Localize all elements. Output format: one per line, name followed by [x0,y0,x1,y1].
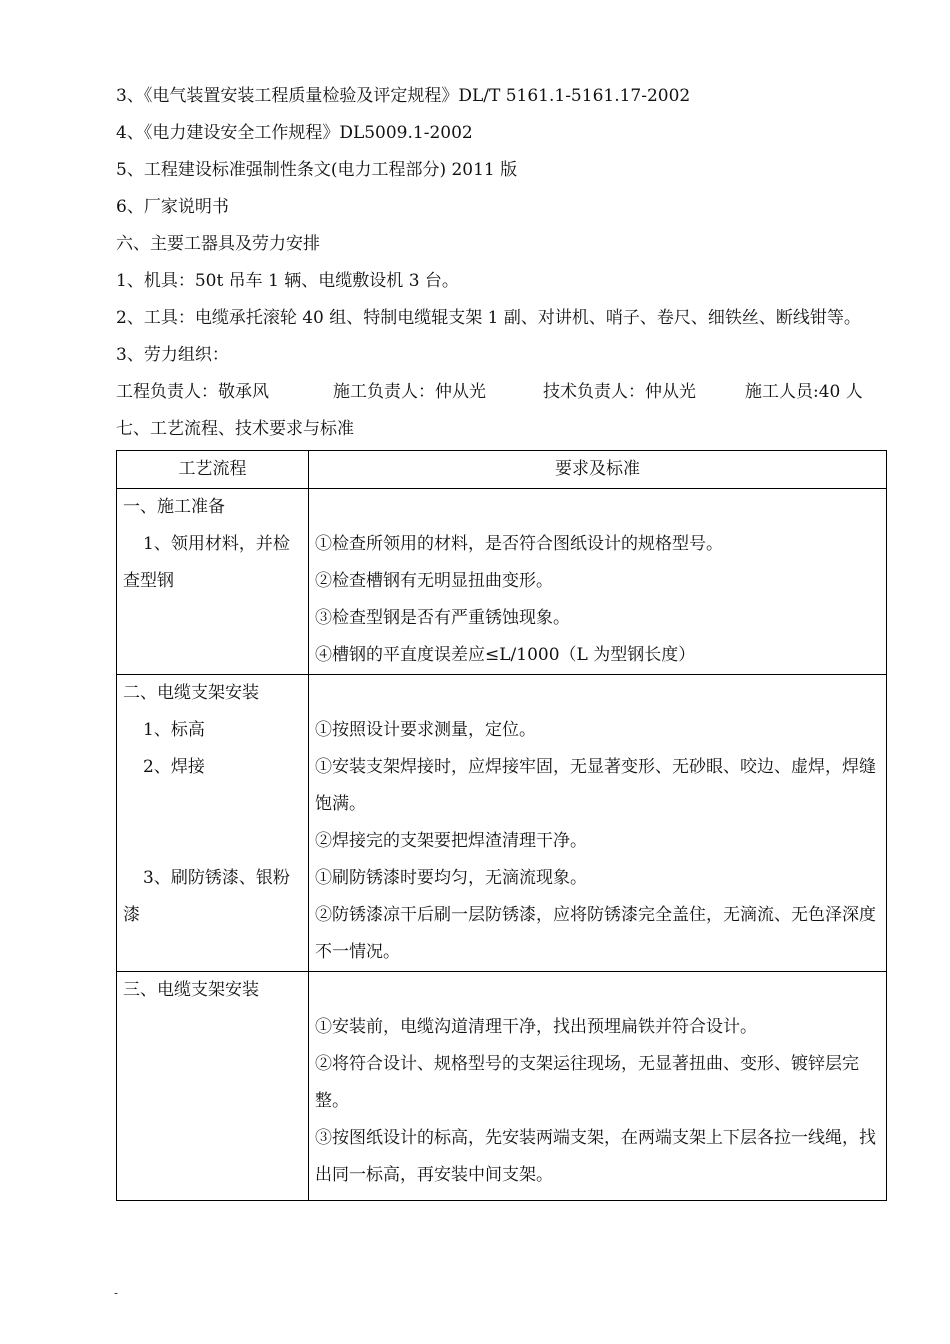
machines-line: 1、机具：50t 吊车 1 辆、电缆敷设机 3 台。 [116,271,459,291]
requirement-item: ①刷防锈漆时要均匀，无滴流现象。 [315,868,587,888]
header-process: 工艺流程 [117,451,309,489]
section-6-title: 六、主要工器具及劳力安排 [116,234,320,254]
section-7-title: 七、工艺流程、技术要求与标准 [116,419,354,439]
group-title: 三、电缆支架安装 [123,980,259,1000]
staff-technical-lead: 技术负责人：仲从光 [543,382,696,402]
requirement-item: ②将符合设计、规格型号的支架运往现场，无显著扭曲、变形、镀锌层完整。 [315,1054,859,1111]
tools-paragraph: 2、工具：电缆承托滚轮 40 组、特制电缆辊支架 1 副、对讲机、哨子、卷尺、细铁丝、断线钳等。 [116,308,861,328]
step-label: 3、刷防锈漆、银粉 [143,868,290,888]
requirement-item: ①安装前，电缆沟道清理干净，找出预埋扁铁并符合设计。 [315,1017,757,1037]
table-row [117,675,887,972]
requirements-cell [309,675,887,972]
table-row [117,972,887,1201]
requirement-item: ②焊接完的支架要把焊渣清理干净。 [315,831,587,851]
group-title: 二、电缆支架安装 [123,683,259,703]
header-requirements: 要求及标准 [309,451,887,489]
process-cell [117,675,309,972]
requirement-item: ③检查型钢是否有严重锈蚀现象。 [315,608,570,628]
page-footer-mark: - [114,1286,119,1300]
requirement-item: ②检查槽钢有无明显扭曲变形。 [315,571,553,591]
requirement-item: ①安装支架焊接时，应焊接牢固，无显著变形、无砂眼、咬边、虚焊，焊缝饱满。 [315,757,876,814]
requirements-cell [309,972,887,1201]
requirement-item: ②防锈漆凉干后刷一层防锈漆，应将防锈漆完全盖住，无滴流、无色泽深度不一情况。 [315,905,876,962]
requirement-item: ④槽钢的平直度误差应≤L/1000（L 为型钢长度） [315,645,696,665]
staff-workers: 施工人员:40 人 [745,382,863,402]
reference-5: 5、工程建设标准强制性条文(电力工程部分) 2011 版 [116,160,518,180]
reference-4: 4、《电力建设安全工作规程》DL5009.1-2002 [116,123,473,143]
requirement-item: ①检查所领用的材料，是否符合图纸设计的规格型号。 [315,534,723,554]
staff-project-lead: 工程负责人：敬承风 [116,382,269,402]
staff-list [116,374,886,411]
staff-construction-lead: 施工负责人：仲从光 [333,382,486,402]
table-header-row [117,451,887,489]
labor-title: 3、劳力组织： [116,345,229,365]
table-row [117,489,887,675]
requirement-item: ①按照设计要求测量，定位。 [315,720,536,740]
document-page [116,78,886,1201]
process-cell [117,489,309,675]
requirement-item: ③按图纸设计的标高，先安装两端支架，在两端支架上下层各拉一线绳，找出同一标高，再安装中间支架。 [315,1128,876,1185]
reference-6: 6、厂家说明书 [116,197,229,217]
process-table [116,450,887,1201]
group-title: 一、施工准备 [123,497,225,517]
step-label: 1、领用材料，并检 [143,534,290,554]
process-cell [117,972,309,1201]
step-label: 1、标高 [143,720,205,740]
requirements-cell [309,489,887,675]
step-label: 2、焊接 [143,757,205,777]
step-label-continued: 漆 [123,905,140,925]
step-label-continued: 查型钢 [123,571,174,591]
reference-3: 3、《电气装置安装工程质量检验及评定规程》DL/T 5161.1-5161.17-2002 [116,86,691,106]
